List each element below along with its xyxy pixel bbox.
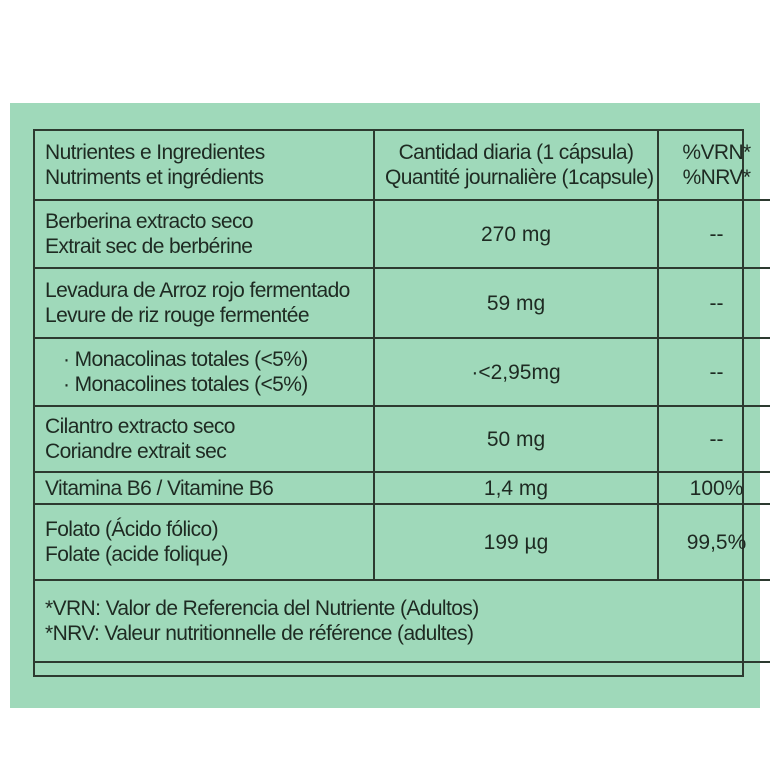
header-nutrients-es: Nutrientes e Ingredientes	[45, 141, 265, 164]
ingredient-name-fr: Coriandre extrait sec	[45, 440, 227, 463]
ingredient-name-es: Vitamina B6 / Vitamine B6	[45, 476, 274, 500]
ingredient-amount: 50 mg	[374, 406, 658, 472]
header-nutrients-fr: Nutriments et ingrédients	[45, 166, 264, 189]
header-amount-fr: Quantité journalière (1capsule)	[385, 166, 654, 189]
header-daily-amount	[374, 131, 658, 200]
ingredient-name	[35, 200, 374, 268]
ingredient-name	[35, 472, 374, 504]
ingredient-name-es: Cilantro extracto seco	[45, 415, 235, 438]
table-row	[35, 200, 770, 268]
footnote-row	[35, 580, 770, 662]
nutrition-label-panel	[10, 103, 760, 708]
footnote	[35, 580, 770, 662]
ingredient-amount: ·<2,95mg	[374, 338, 658, 406]
ingredient-amount: 1,4 mg	[374, 472, 658, 504]
ingredient-name	[35, 268, 374, 338]
ingredient-amount: 270 mg	[374, 200, 658, 268]
nutrition-table	[35, 131, 770, 663]
footnote-nrv: *NRV: Valeur nutritionnelle de référence (adultes)	[45, 622, 474, 645]
ingredient-vrn: 99,5%	[658, 504, 770, 580]
header-nutrients	[35, 131, 374, 200]
table-header-row	[35, 131, 770, 200]
ingredient-name	[35, 406, 374, 472]
ingredient-vrn: 100%	[658, 472, 770, 504]
nutrition-table-frame	[33, 129, 751, 677]
ingredient-amount: 199 µg	[374, 504, 658, 580]
footnote-vrn: *VRN: Valor de Referencia del Nutriente (Adultos)	[45, 597, 479, 620]
ingredient-name-es: · Monacolinas totales (<5%)	[63, 348, 308, 371]
table-row	[35, 504, 770, 580]
ingredient-name-es: Berberina extracto seco	[45, 210, 253, 233]
table-row	[35, 406, 770, 472]
ingredient-name	[35, 504, 374, 580]
ingredient-name-es: Folato (Ácido fólico)	[45, 518, 218, 541]
ingredient-vrn: --	[658, 200, 770, 268]
ingredient-amount: 59 mg	[374, 268, 658, 338]
ingredient-name-fr: Levure de riz rouge fermentée	[45, 304, 309, 327]
table-row	[35, 472, 770, 504]
header-nrv-fr: %NRV*	[682, 166, 751, 189]
ingredient-vrn: --	[658, 406, 770, 472]
ingredient-name-es: Levadura de Arroz rojo fermentado	[45, 279, 350, 302]
ingredient-name	[35, 338, 374, 406]
header-vrn-es: %VRN*	[682, 141, 751, 164]
ingredient-name-fr: Folate (acide folique)	[45, 543, 228, 566]
ingredient-name-fr: Extrait sec de berbérine	[45, 235, 253, 258]
table-row	[35, 338, 770, 406]
ingredient-vrn: --	[658, 338, 770, 406]
ingredient-name-fr: · Monacolines totales (<5%)	[63, 373, 308, 396]
table-row	[35, 268, 770, 338]
header-vrn	[658, 131, 770, 200]
header-amount-es: Cantidad diaria (1 cápsula)	[398, 141, 634, 164]
ingredient-vrn: --	[658, 268, 770, 338]
